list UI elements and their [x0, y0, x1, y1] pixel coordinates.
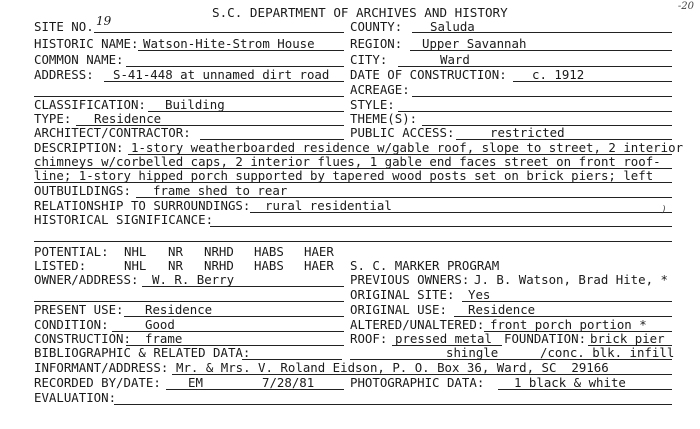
original-site-value: Yes: [468, 287, 491, 302]
historical-significance-label: HISTORICAL SIGNIFICANCE:: [34, 212, 214, 227]
form-header: S.C. DEPARTMENT OF ARCHIVES AND HISTORY: [212, 5, 508, 20]
owner-value: W. R. Berry: [152, 272, 235, 287]
evaluation-line: [114, 404, 672, 405]
condition-label: CONDITION:: [34, 317, 109, 332]
potential-haer: HAER: [304, 244, 334, 259]
recorded-by-recorder: EM: [188, 375, 203, 390]
description-label: DESCRIPTION:: [34, 140, 124, 155]
altered-label: ALTERED/UNALTERED:: [350, 317, 485, 332]
listed-nhl: NHL: [124, 258, 147, 273]
site-no-line: [94, 32, 344, 33]
date-of-construction-line: [513, 81, 672, 82]
potential-habs: HABS: [254, 244, 284, 259]
classification-line: [148, 111, 344, 112]
classification-label: CLASSIFICATION:: [34, 97, 146, 112]
address-label: ADDRESS:: [34, 67, 94, 82]
city-label: CITY:: [350, 52, 388, 67]
potential-label: POTENTIAL:: [34, 244, 109, 259]
photographic-data-line: [498, 389, 672, 390]
listed-habs: HABS: [254, 258, 284, 273]
previous-owners-label: PREVIOUS OWNERS:: [350, 272, 470, 287]
original-use-label: ORIGINAL USE:: [350, 302, 447, 317]
previous-owners-value: J. B. Watson, Brad Hite, *: [474, 272, 668, 287]
acreage-label: ACREAGE:: [350, 82, 410, 97]
county-line: [412, 32, 672, 33]
historical-significance-line-2: [34, 241, 672, 242]
condition-value: Good: [145, 317, 175, 332]
original-site-label: ORIGINAL SITE:: [350, 287, 455, 302]
common-name-label: COMMON NAME:: [34, 52, 124, 67]
region-label: REGION:: [350, 36, 403, 51]
type-value: Residence: [94, 111, 162, 126]
recorded-by-date: 7/28/81: [262, 375, 315, 390]
foundation-label: FOUNDATION:: [504, 331, 587, 346]
foundation-value-2: /conc. blk. infill: [540, 345, 675, 360]
address-line: [104, 81, 344, 82]
photographic-data-value: 1 black & white: [514, 375, 626, 390]
owner-label: OWNER/ADDRESS:: [34, 272, 139, 287]
altered-value: front porch portion *: [490, 317, 647, 332]
county-label: COUNTY:: [350, 19, 403, 34]
relationship-line: [250, 212, 672, 213]
roof-value-2: shingle: [446, 345, 499, 360]
city-value: Ward: [440, 52, 470, 67]
public-access-value: restricted: [490, 125, 565, 140]
site-no-label: SITE NO.: [34, 19, 94, 34]
date-of-construction-label: DATE OF CONSTRUCTION:: [350, 67, 507, 82]
relationship-label: RELATIONSHIP TO SURROUNDINGS:: [34, 198, 251, 213]
owner-line: [142, 286, 344, 287]
marker-program: S. C. MARKER PROGRAM: [350, 258, 500, 273]
description-line-3: line; 1-story hipped porch supported by tapered wood posts set on brick piers; left: [34, 168, 654, 183]
type-label: TYPE:: [34, 111, 72, 126]
construction-value: frame: [145, 331, 183, 346]
historical-significance-line: [210, 226, 672, 227]
site-no-value: 19: [96, 14, 112, 28]
original-use-value: Residence: [468, 302, 536, 317]
classification-value: Building: [165, 97, 225, 112]
county-value: Saluda: [430, 19, 475, 34]
corner-note: -20: [677, 1, 694, 12]
architect-label: ARCHITECT/CONTRACTOR:: [34, 125, 191, 140]
listed-haer: HAER: [304, 258, 334, 273]
outbuildings-value: frame shed to rear: [153, 183, 288, 198]
potential-nhl: NHL: [124, 244, 147, 259]
foundation-value: brick pier: [590, 331, 665, 346]
photographic-data-label: PHOTOGRAPHIC DATA:: [350, 375, 485, 390]
roof-label: ROOF:: [350, 331, 388, 346]
evaluation-label: EVALUATION:: [34, 390, 117, 405]
construction-label: CONSTRUCTION:: [34, 331, 131, 346]
historic-name-label: HISTORIC NAME:: [34, 36, 139, 51]
informant-value: Mr. & Mrs. V. Roland Eidson, P. O. Box 36, Ward, SC 29166: [176, 360, 609, 375]
margin-tick: ): [662, 205, 666, 215]
date-of-construction-value: c. 1912: [532, 67, 585, 82]
style-line: [398, 111, 672, 112]
bibliographic-label: BIBLIOGRAPHIC & RELATED DATA:: [34, 345, 251, 360]
outbuildings-label: OUTBUILDINGS:: [34, 183, 131, 198]
description-line-2: chimneys w/corbelled caps, 2 interior flues, 1 gable end faces street on front roof-: [34, 154, 661, 169]
acreage-line: [412, 96, 672, 97]
listed-nr: NR: [168, 258, 183, 273]
listed-nrhd: NRHD: [204, 258, 234, 273]
informant-label: INFORMANT/ADDRESS:: [34, 360, 169, 375]
region-value: Upper Savannah: [422, 36, 527, 51]
historic-name-line: [138, 50, 344, 51]
description-line-1: 1-story weatherboarded residence w/gable roof, slope to street, 2 interior: [131, 140, 684, 155]
roof-value: pressed metal: [395, 331, 492, 346]
potential-nr: NR: [168, 244, 183, 259]
recorded-by-line: [166, 389, 344, 390]
themes-label: THEME(S):: [350, 111, 418, 126]
potential-nrhd: NRHD: [204, 244, 234, 259]
historic-name-value: Watson-Hite-Strom House: [143, 36, 315, 51]
relationship-value: rural residential: [265, 198, 392, 213]
address-value: S-41-448 at unnamed dirt road: [113, 67, 330, 82]
listed-label: LISTED:: [34, 258, 87, 273]
recorded-by-label: RECORDED BY/DATE:: [34, 375, 161, 390]
style-label: STYLE:: [350, 97, 395, 112]
present-use-value: Residence: [145, 302, 213, 317]
public-access-label: PUBLIC ACCESS:: [350, 125, 455, 140]
present-use-label: PRESENT USE:: [34, 302, 124, 317]
region-line: [410, 50, 672, 51]
